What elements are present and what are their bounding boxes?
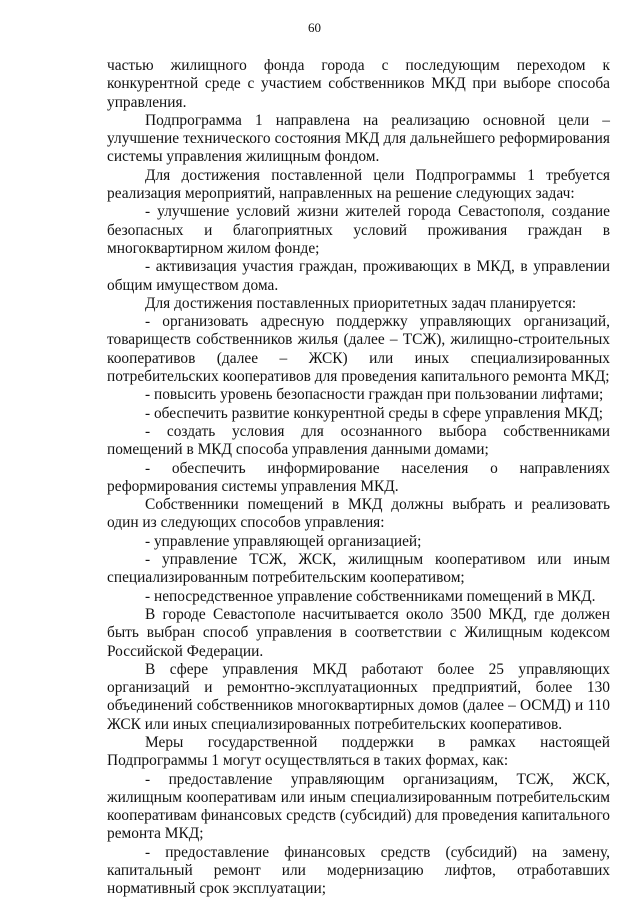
paragraph: В городе Севастополе насчитывается около 3500 МКД, где должен быть выбран способ управления в соответствии с Жилищным кодексом Российской Федерации. (107, 605, 610, 660)
list-item: - управление ТСЖ, ЖСК, жилищным кооперативом или иным специализированным потребительским кооперативом; (107, 551, 610, 587)
list-item: - управление управляющей организацией; (145, 532, 422, 550)
list-item: - обеспечить развитие конкурентной среды в сфере управления МКД; (145, 404, 604, 422)
list-item: - организовать адресную поддержку управляющих организаций, товариществ собственников жилья (далее – ТСЖ), жилищно-строительных кооперативов (далее – ЖСК) или иных специализированных потребительских кооперативов для проведения капитального ремонта МКД; (107, 313, 610, 386)
paragraph: Собственники помещений в МКД должны выбрать и реализовать один из следующих способов управления: (107, 496, 610, 532)
paragraph: Для достижения поставленной цели Подпрограммы 1 требуется реализация мероприятий, направленных на решение следующих задач: (107, 166, 610, 203)
page-number: 60 (308, 20, 321, 35)
document-body (107, 57, 610, 899)
list-item: - улучшение условий жизни жителей города Севастополя, создание безопасных и благоприятных условий проживания граждан в многоквартирном жилом фонде; (107, 203, 610, 257)
paragraph: частью жилищного фонда города с последующим переходом к конкурентной среде с участием собственников МКД при выборе способа управления. (107, 57, 610, 111)
list-item: - предоставление финансовых средств (субсидий) на замену, капитальный ремонт или модернизацию лифтов, отработавших нормативный срок эксплуатации; (107, 843, 610, 898)
paragraph: Для достижения поставленных приоритетных задач планируется: (145, 294, 577, 312)
list-item: - повысить уровень безопасности граждан при пользовании лифтами; (145, 386, 604, 404)
list-item: - обеспечить информирование населения о направлениях реформирования системы управления МКД. (107, 459, 610, 495)
list-item: - создать условия для осознанного выбора собственниками помещений в МКД способа управления данными домами; (107, 422, 610, 459)
list-item: - предоставление управляющим организациям, ТСЖ, ЖСК, жилищным кооперативам или иным специализированным потребительским кооперативам финансовых средств (субсидий) для проведения капитального ремонта МКД; (107, 770, 610, 843)
list-item: - активизация участия граждан, проживающих в МКД, в управлении общим имуществом дома. (107, 258, 610, 294)
paragraph: Меры государственной поддержки в рамках настоящей Подпрограммы 1 могут осуществляться в таких формах, как: (107, 733, 610, 770)
list-item: - непосредственное управление собственниками помещений в МКД. (145, 587, 596, 605)
paragraph: В сфере управления МКД работают более 25 управляющих организаций и ремонтно-эксплуатационных предприятий, более 130 объединений собственников многоквартирных домов (далее – ОСМД) и 110 ЖСК или иных специализированных потребительских кооперативов. (107, 660, 610, 733)
paragraph: Подпрограмма 1 направлена на реализацию основной цели – улучшение технического состояния МКД для дальнейшего реформирования системы управления жилищным фондом. (107, 111, 610, 166)
